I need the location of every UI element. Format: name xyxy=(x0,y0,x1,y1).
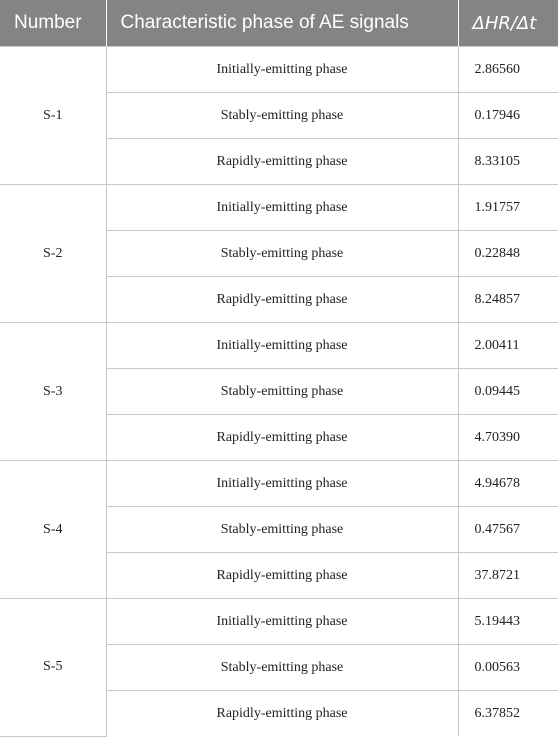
hr-value-cell: 0.00563 xyxy=(458,645,558,691)
hr-value-cell: 0.47567 xyxy=(458,507,558,553)
phase-cell: Initially-emitting phase xyxy=(106,47,458,93)
hr-value-cell: 37.8721 xyxy=(458,553,558,599)
header-number: Number xyxy=(0,0,106,47)
hr-value-cell: 4.70390 xyxy=(458,415,558,461)
hr-value-cell: 1.91757 xyxy=(458,185,558,231)
sample-number: S-1 xyxy=(0,47,106,185)
table-row xyxy=(0,47,558,93)
phase-cell: Initially-emitting phase xyxy=(106,185,458,231)
hr-value-cell: 8.33105 xyxy=(458,139,558,185)
phase-cell: Initially-emitting phase xyxy=(106,461,458,507)
table-header xyxy=(0,0,558,47)
table-row xyxy=(0,185,558,231)
hr-value-cell: 2.00411 xyxy=(458,323,558,369)
sample-number: S-3 xyxy=(0,323,106,461)
hr-value-cell: 0.22848 xyxy=(458,231,558,277)
sample-number: S-5 xyxy=(0,599,106,737)
table-row xyxy=(0,599,558,645)
hr-value-cell: 6.37852 xyxy=(458,691,558,737)
phase-cell: Rapidly-emitting phase xyxy=(106,553,458,599)
table-row xyxy=(0,323,558,369)
phase-cell: Stably-emitting phase xyxy=(106,507,458,553)
phase-cell: Stably-emitting phase xyxy=(106,369,458,415)
hr-value-cell: 4.94678 xyxy=(458,461,558,507)
hr-value-cell: 2.86560 xyxy=(458,47,558,93)
hr-value-cell: 0.09445 xyxy=(458,369,558,415)
table-row xyxy=(0,461,558,507)
phase-cell: Rapidly-emitting phase xyxy=(106,139,458,185)
phase-cell: Rapidly-emitting phase xyxy=(106,415,458,461)
phase-cell: Stably-emitting phase xyxy=(106,231,458,277)
hr-value-cell: 8.24857 xyxy=(458,277,558,323)
phase-cell: Initially-emitting phase xyxy=(106,323,458,369)
phase-cell: Stably-emitting phase xyxy=(106,93,458,139)
table-body xyxy=(0,47,558,737)
phase-cell: Initially-emitting phase xyxy=(106,599,458,645)
sample-number: S-4 xyxy=(0,461,106,599)
header-row xyxy=(0,0,558,47)
hr-value-cell: 5.19443 xyxy=(458,599,558,645)
phase-cell: Stably-emitting phase xyxy=(106,645,458,691)
phase-cell: Rapidly-emitting phase xyxy=(106,691,458,737)
phase-cell: Rapidly-emitting phase xyxy=(106,277,458,323)
header-phase: Characteristic phase of AE signals xyxy=(106,0,458,47)
header-hr: ΔHR/Δt xyxy=(458,0,558,47)
hr-value-cell: 0.17946 xyxy=(458,93,558,139)
sample-number: S-2 xyxy=(0,185,106,323)
